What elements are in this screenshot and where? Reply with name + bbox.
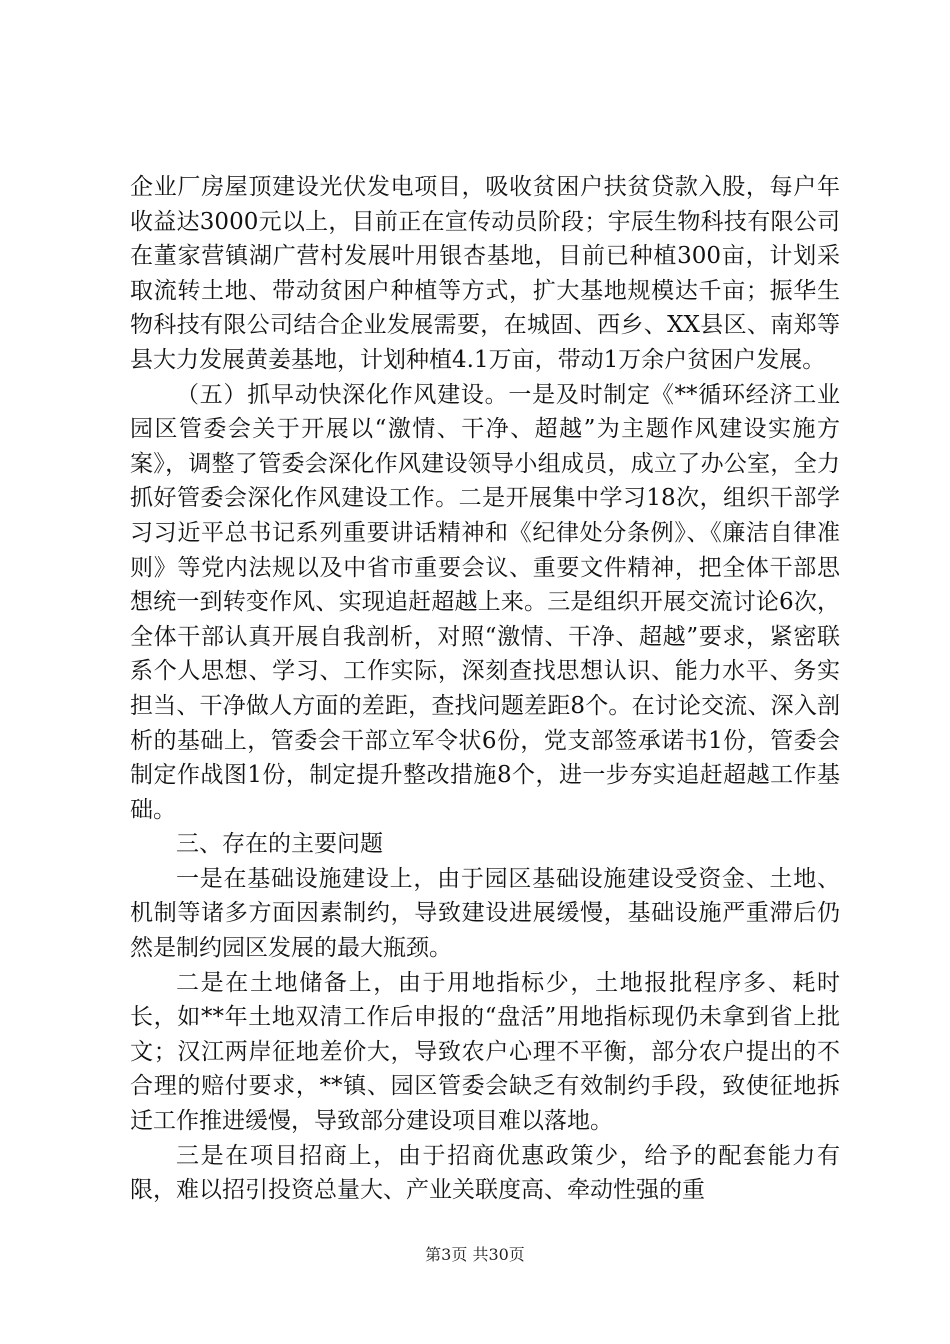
document-body	[130, 170, 840, 1208]
page-number: 第3页 共30页	[425, 1245, 525, 1264]
paragraph-work-style: （五）抓早动快深化作风建设。一是及时制定《**循环经济工业园区管委会关于开展以“激情、干净、超越”为主题作风建设实施方案》，调整了管委会深化作风建设领导小组成员，成立了办公室，全力抓好管委会深化作风建设工作。二是开展集中学习18次，组织干部学习习近平总书记系列重要讲话精神和《纪律处分条例》、《廉洁自律准则》等党内法规以及中省市重要会议、重要文件精神，把全体干部思想统一到转变作风、实现追赶超越上来。三是组织开展交流讨论6次，全体干部认真开展自我剖析，对照“激情、干净、超越”要求，紧密联系个人思想、学习、工作实际，深刻查找思想认识、能力水平、务实担当、干净做人方面的差距，查找问题差距8个。在讨论交流、深入剖析的基础上，管委会干部立军令状6份，党支部签承诺书1份，管委会制定作战图1份，制定提升整改措施8个，进一步夯实追赶超越工作基础。	[130, 381, 840, 823]
paragraph-land-reserve: 二是在土地储备上，由于用地指标少，土地报批程序多、耗时长，如**年土地双清工作后申报的“盘活”用地指标现仍未拿到省上批文；汉江两岸征地差价大，导致农户心理不平衡，部分农户提出的不合理的赔付要求，**镇、园区管委会缺乏有效制约手段，致使征地拆迁工作推进缓慢，导致部分建设项目难以落地。	[130, 969, 840, 1135]
section-heading-problems: 三、存在的主要问题	[176, 831, 383, 858]
paragraph-infrastructure: 一是在基础设施建设上，由于园区基础设施建设受资金、土地、机制等诸多方面因素制约，导致建设进展缓慢，基础设施严重滞后仍然是制约园区发展的最大瓶颈。	[130, 865, 840, 962]
paragraph-continuation: 企业厂房屋顶建设光伏发电项目，吸收贫困户扶贫贷款入股，每户年收益达3000元以上，目前正在宣传动员阶段；宇辰生物科技有限公司在董家营镇湖广营村发展叶用银杏基地，目前已种植300亩，计划采取流转土地、带动贫困户种植等方式，扩大基地规模达千亩；振华生物科技有限公司结合企业发展需要，在城固、西乡、XX县区、南郑等县大力发展黄姜基地，计划种植4.1万亩，带动1万余户贫困户发展。	[130, 174, 840, 373]
paragraph-investment: 三是在项目招商上，由于招商优惠政策少，给予的配套能力有限，难以招引投资总量大、产业关联度高、牵动性强的重	[130, 1142, 840, 1204]
